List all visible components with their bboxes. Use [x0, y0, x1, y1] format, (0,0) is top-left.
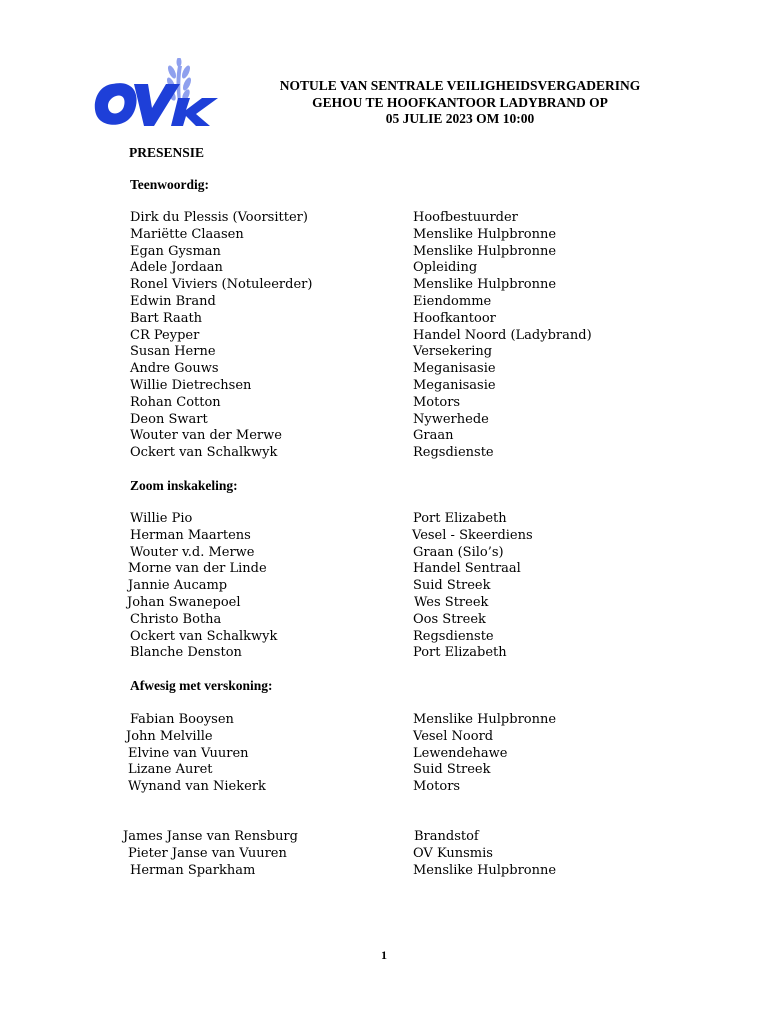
attendee-name: Wouter van der Merwe: [130, 428, 282, 444]
attendee-department: Eiendomme: [413, 294, 492, 309]
attendee-department: Graan (Silo’s): [413, 544, 504, 560]
attendee-department: Oos Streek: [413, 611, 486, 627]
teenwoordig-heading: Teenwoordig:: [130, 177, 210, 192]
attendee-department: Regsdienste: [413, 628, 494, 644]
attendee-name: Fabian Booysen: [130, 712, 234, 727]
attendee-row: [0, 310, 768, 327]
attendee-row: [0, 644, 768, 661]
attendee-department: Menslike Hulpbronne: [413, 712, 557, 727]
attendee-department: Lewendehawe: [413, 745, 508, 761]
attendee-department: Vesel Noord: [413, 728, 494, 744]
attendee-department: Motors: [413, 394, 461, 410]
attendee-department: Wes Streek: [414, 595, 489, 610]
attendee-row: [0, 411, 768, 428]
attendee-department: Hoofkantoor: [413, 310, 496, 326]
attendee-name: Rohan Cotton: [130, 394, 221, 410]
attendee-name: Andre Gouws: [130, 361, 219, 377]
attendee-department: Brandstof: [414, 829, 479, 844]
attendee-department: Menslike Hulpbronne: [413, 243, 557, 259]
attendee-department: Port Elizabeth: [413, 645, 507, 661]
ovk-logo: [92, 58, 222, 130]
attendee-row: [0, 527, 768, 544]
attendee-department: OV Kunsmis: [413, 845, 493, 861]
attendee-row: [0, 343, 768, 360]
attendee-name: Blanche Denston: [130, 645, 242, 661]
attendee-row: [0, 628, 768, 645]
attendee-department: Menslike Hulpbronne: [413, 226, 557, 242]
attendee-row: [0, 209, 768, 226]
attendee-name: Ronel Viviers (Notuleerder): [130, 277, 313, 293]
zoom-heading: Zoom inskakeling:: [130, 478, 238, 493]
attendee-department: Graan: [413, 428, 454, 444]
attendee-name: Morne van der Linde: [128, 561, 267, 577]
attendee-row: [0, 845, 768, 862]
attendee-row: [0, 276, 768, 293]
attendee-name: Willie Dietrechsen: [130, 378, 252, 393]
attendee-name: Herman Sparkham: [130, 862, 256, 878]
attendee-department: Handel Noord (Ladybrand): [413, 327, 592, 343]
attendee-row: [0, 444, 768, 461]
afwesig-heading: Afwesig met verskoning:: [130, 678, 273, 693]
attendee-department: Suid Streek: [413, 762, 491, 778]
attendee-row: [0, 778, 768, 795]
attendee-department: Motors: [413, 779, 461, 795]
attendee-row: [0, 394, 768, 411]
attendee-department: Opleiding: [413, 260, 478, 276]
attendee-name: Edwin Brand: [130, 294, 216, 309]
attendee-name: Ockert van Schalkwyk: [130, 628, 278, 644]
attendee-department: Suid Streek: [413, 578, 491, 594]
attendee-department: Port Elizabeth: [413, 511, 507, 526]
attendee-row: [0, 377, 768, 394]
attendee-name: Johan Swanepoel: [127, 595, 241, 610]
attendee-row: [0, 862, 768, 879]
document-title: [240, 78, 680, 128]
title-line-3: 05 JULIE 2023 OM 10:00: [385, 111, 535, 126]
attendee-row: [0, 711, 768, 728]
attendee-name: Bart Raath: [130, 310, 203, 326]
attendee-department: Vesel - Skeerdiens: [412, 527, 533, 543]
attendee-name: Wynand van Niekerk: [128, 779, 266, 795]
attendee-department: Versekering: [413, 344, 493, 360]
attendee-name: Herman Maartens: [130, 527, 251, 543]
attendee-name: Deon Swart: [130, 411, 208, 427]
attendee-name: Egan Gysman: [130, 243, 221, 259]
attendee-row: [0, 728, 768, 745]
attendee-row: [0, 544, 768, 561]
attendee-name: Elvine van Vuuren: [128, 745, 249, 761]
attendee-row: [0, 745, 768, 762]
page-number: 1: [381, 948, 387, 962]
attendee-row: [0, 327, 768, 344]
attendee-row: [0, 427, 768, 444]
attendee-name: Lizane Auret: [128, 762, 213, 778]
attendee-department: Nywerhede: [413, 411, 489, 427]
attendee-name: Wouter v.d. Merwe: [130, 544, 255, 560]
attendee-row: [0, 243, 768, 260]
attendee-row: [0, 293, 768, 310]
title-line-1: NOTULE VAN SENTRALE VEILIGHEIDSVERGADERING: [279, 78, 641, 93]
attendee-department: Regsdienste: [413, 445, 494, 461]
attendee-row: [0, 360, 768, 377]
attendee-department: Meganisasie: [413, 361, 496, 377]
attendee-name: Jannie Aucamp: [128, 578, 228, 594]
attendee-name: Susan Herne: [130, 344, 216, 360]
attendee-row: [0, 828, 768, 845]
attendee-department: Menslike Hulpbronne: [413, 277, 557, 293]
attendee-row: [0, 510, 768, 527]
attendee-department: Hoofbestuurder: [413, 210, 518, 225]
presensie-heading: PRESENSIE: [129, 145, 205, 160]
attendee-row: [0, 761, 768, 778]
attendee-department: Handel Sentraal: [413, 561, 521, 577]
attendee-name: Adele Jordaan: [130, 260, 223, 276]
attendee-department: Menslike Hulpbronne: [413, 862, 557, 878]
attendee-name: Ockert van Schalkwyk: [130, 445, 278, 461]
attendee-row: [0, 577, 768, 594]
attendee-name: James Janse van Rensburg: [123, 829, 298, 844]
title-line-2: GEHOU TE HOOFKANTOOR LADYBRAND OP: [312, 94, 608, 110]
attendee-name: Mariëtte Claasen: [130, 226, 244, 242]
attendee-row: [0, 611, 768, 628]
attendee-name: CR Peyper: [130, 327, 200, 343]
attendee-name: Willie Pio: [130, 511, 193, 526]
attendee-name: Christo Botha: [130, 611, 222, 627]
attendee-row: [0, 594, 768, 611]
attendee-name: John Melville: [126, 728, 213, 744]
attendee-name: Dirk du Plessis (Voorsitter): [130, 210, 308, 225]
attendee-row: [0, 259, 768, 276]
attendee-department: Meganisasie: [413, 378, 496, 393]
attendee-name: Pieter Janse van Vuuren: [128, 845, 287, 861]
attendee-row: [0, 560, 768, 577]
attendee-row: [0, 226, 768, 243]
